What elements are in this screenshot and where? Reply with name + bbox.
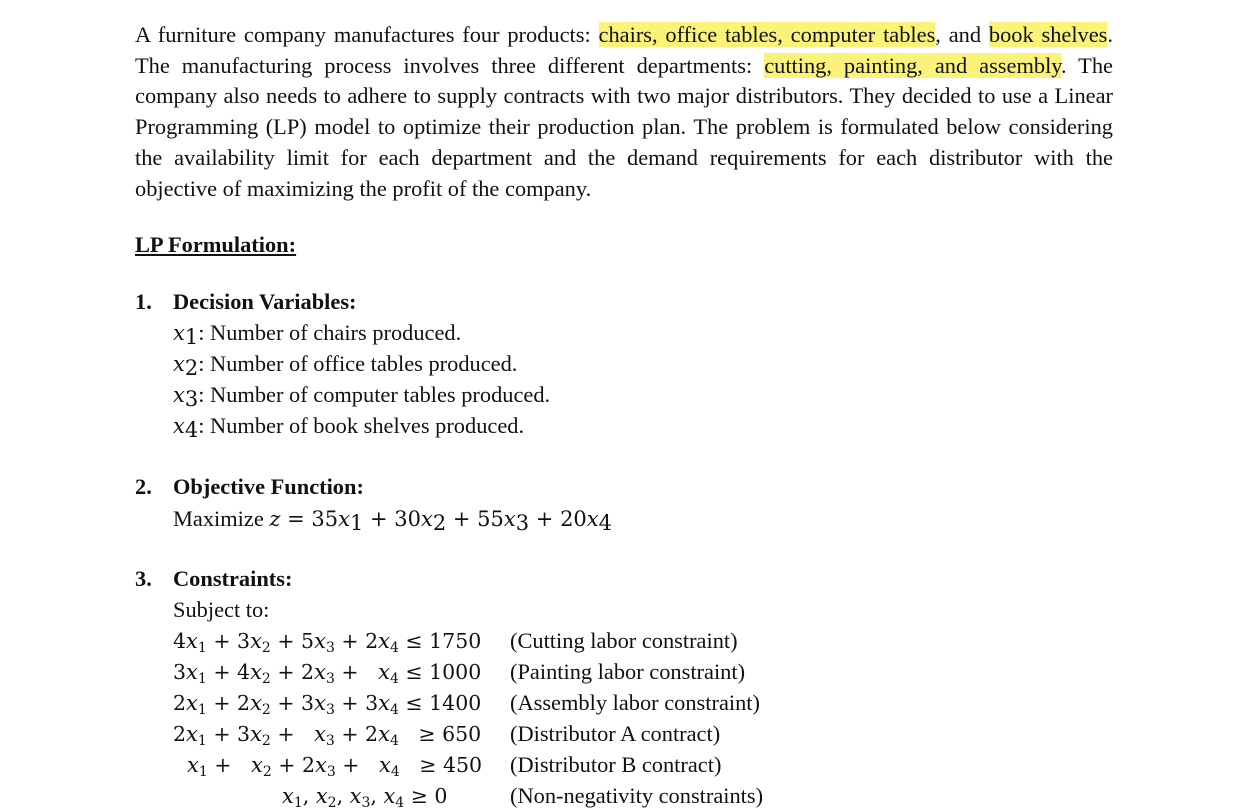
heading-title: Constraints: — [173, 566, 293, 591]
coef: + — [335, 753, 366, 777]
var-symbol: x — [503, 507, 516, 531]
constraint-distributor-b-note: (Distributor B contract) — [510, 752, 722, 777]
term-coef: = 35 — [280, 507, 339, 531]
term-coef: + 55 — [446, 507, 504, 531]
constraint-cutting-note: (Cutting labor constraint) — [510, 628, 738, 653]
var-description: : Number of chairs produced. — [198, 320, 462, 345]
intro-text-1: A furniture company manufactures four products: — [135, 22, 599, 47]
coef: + 3 — [270, 691, 315, 715]
constraint-assembly-equation: $2x_1 + 2x_2 + 3x_3 + 3x_4 \le 1400$ — [173, 691, 482, 718]
coef: + — [207, 753, 238, 777]
coef: + 5 — [270, 629, 315, 653]
constraints-heading — [135, 564, 292, 594]
relation-rhs: ≥ 0 — [404, 784, 448, 808]
constraint-nonnegativity-equation — [282, 781, 447, 811]
separator: , — [336, 784, 350, 808]
highlight-book-shelves: book shelves — [988, 22, 1108, 47]
var-subscript: 1 — [184, 325, 199, 349]
highlight-departments: cutting, painting, and assembly — [764, 52, 1062, 78]
objective-function-heading — [135, 472, 364, 502]
var-symbol: x — [173, 383, 185, 407]
relation-rhs: ≥ 450 — [412, 753, 483, 777]
decision-variable-x2 — [173, 349, 517, 379]
decision-variable-x4 — [173, 411, 524, 441]
coef: 4 — [173, 629, 187, 653]
constraint-nonnegativity-note: (Non-negativity constraints) — [510, 783, 764, 808]
var-symbol: x — [173, 414, 185, 438]
coef: + — [270, 722, 302, 746]
var-description: : Number of book shelves produced. — [198, 413, 525, 438]
coef: + 2 — [334, 629, 379, 653]
coef: + 3 — [206, 722, 251, 746]
var-symbol: x — [173, 352, 185, 376]
intro-text-4: . The company also needs to adhere to supply contracts with two major distributors. They decided to use a Linear Programming (LP) model to optimize their production plan. The problem is formulated below considering the availability limit for each department and the demand requirements for each distributor with the objective of maximizing the profit of the company. — [135, 52, 1113, 201]
var-subscript: 4 — [395, 795, 405, 811]
relation-rhs: ≥ 650 — [411, 722, 482, 746]
constraint-distributor-b-equation: $x_1 + x_2 + 2x_3 + x_4 \ge 450$ — [187, 753, 483, 780]
var-subscript: 3 — [361, 795, 371, 811]
coef: 2 — [173, 722, 187, 746]
relation-rhs: ≤ 1750 — [398, 629, 482, 653]
z-symbol: z — [269, 507, 281, 531]
var-symbol: x — [349, 784, 362, 808]
heading-number: 3. — [135, 566, 152, 591]
coef: 2 — [173, 691, 187, 715]
constraint-painting-equation: $3x_1 + 4x_2 + 2x_3 + x_4 \le 1000$ — [173, 660, 482, 687]
var-subscript: 3 — [184, 387, 199, 411]
maximize-label: Maximize — [173, 506, 270, 531]
coef: + 4 — [206, 660, 251, 684]
var-symbol: x — [282, 784, 294, 808]
var-description: : Number of office tables produced. — [198, 351, 518, 376]
subject-to-label: Subject to: — [173, 597, 270, 622]
var-symbol: x — [421, 507, 433, 531]
var-symbol: x — [173, 321, 185, 345]
decision-variables-heading — [135, 287, 357, 317]
var-symbol: x — [315, 784, 328, 808]
var-subscript: 2 — [432, 511, 447, 535]
heading-number: 2. — [135, 474, 152, 499]
relation-rhs: ≤ 1400 — [398, 691, 482, 715]
var-subscript: 1 — [293, 795, 303, 811]
var-symbol: x — [338, 507, 350, 531]
var-subscript: 2 — [327, 795, 337, 811]
coef: + 3 — [206, 629, 251, 653]
separator: , — [302, 784, 316, 808]
decision-variable-x1 — [173, 318, 461, 348]
intro-paragraph — [135, 20, 1113, 204]
var-subscript: 2 — [184, 356, 199, 380]
intro-text-2: , and — [935, 22, 989, 47]
var-symbol: x — [383, 784, 396, 808]
heading-title: Objective Function: — [173, 474, 364, 499]
heading-number: 1. — [135, 289, 152, 314]
var-symbol: x — [586, 507, 599, 531]
constraint-painting-note: (Painting labor constraint) — [510, 659, 746, 684]
coef: + 2 — [206, 691, 251, 715]
var-subscript: 3 — [515, 511, 530, 535]
section-title: LP Formulation: — [135, 232, 297, 257]
constraint-cutting-equation: $4x_1 + 3x_2 + 5x_3 + 2x_4 \le 1750$ — [173, 629, 482, 656]
objective-function-equation — [173, 504, 612, 534]
coef: + 2 — [271, 753, 316, 777]
var-subscript: 4 — [598, 511, 613, 535]
coef: + — [334, 660, 366, 684]
coef: + 3 — [334, 691, 379, 715]
intro-text-3: . The manufacturing process involves three different departments: — [135, 22, 1114, 78]
term-coef: + 30 — [363, 507, 422, 531]
var-subscript: 1 — [349, 511, 364, 535]
decision-variable-x3 — [173, 380, 550, 410]
constraint-assembly-note: (Assembly labor constraint) — [510, 690, 760, 715]
constraint-distributor-a-equation: $2x_1 + 3x_2 + x_3 + 2x_4 \ge 650$ — [173, 722, 482, 749]
var-description: : Number of computer tables produced. — [198, 382, 551, 407]
heading-title: Decision Variables: — [173, 289, 357, 314]
constraint-distributor-a-note: (Distributor A contract) — [510, 721, 721, 746]
var-subscript: 4 — [184, 418, 199, 442]
coef: + 2 — [270, 660, 315, 684]
separator: , — [370, 784, 384, 808]
coef: + 2 — [334, 722, 379, 746]
coef: 3 — [173, 660, 187, 684]
relation-rhs: ≤ 1000 — [398, 660, 482, 684]
term-coef: + 20 — [529, 507, 587, 531]
highlight-products: chairs, office tables, computer tables — [598, 22, 936, 47]
